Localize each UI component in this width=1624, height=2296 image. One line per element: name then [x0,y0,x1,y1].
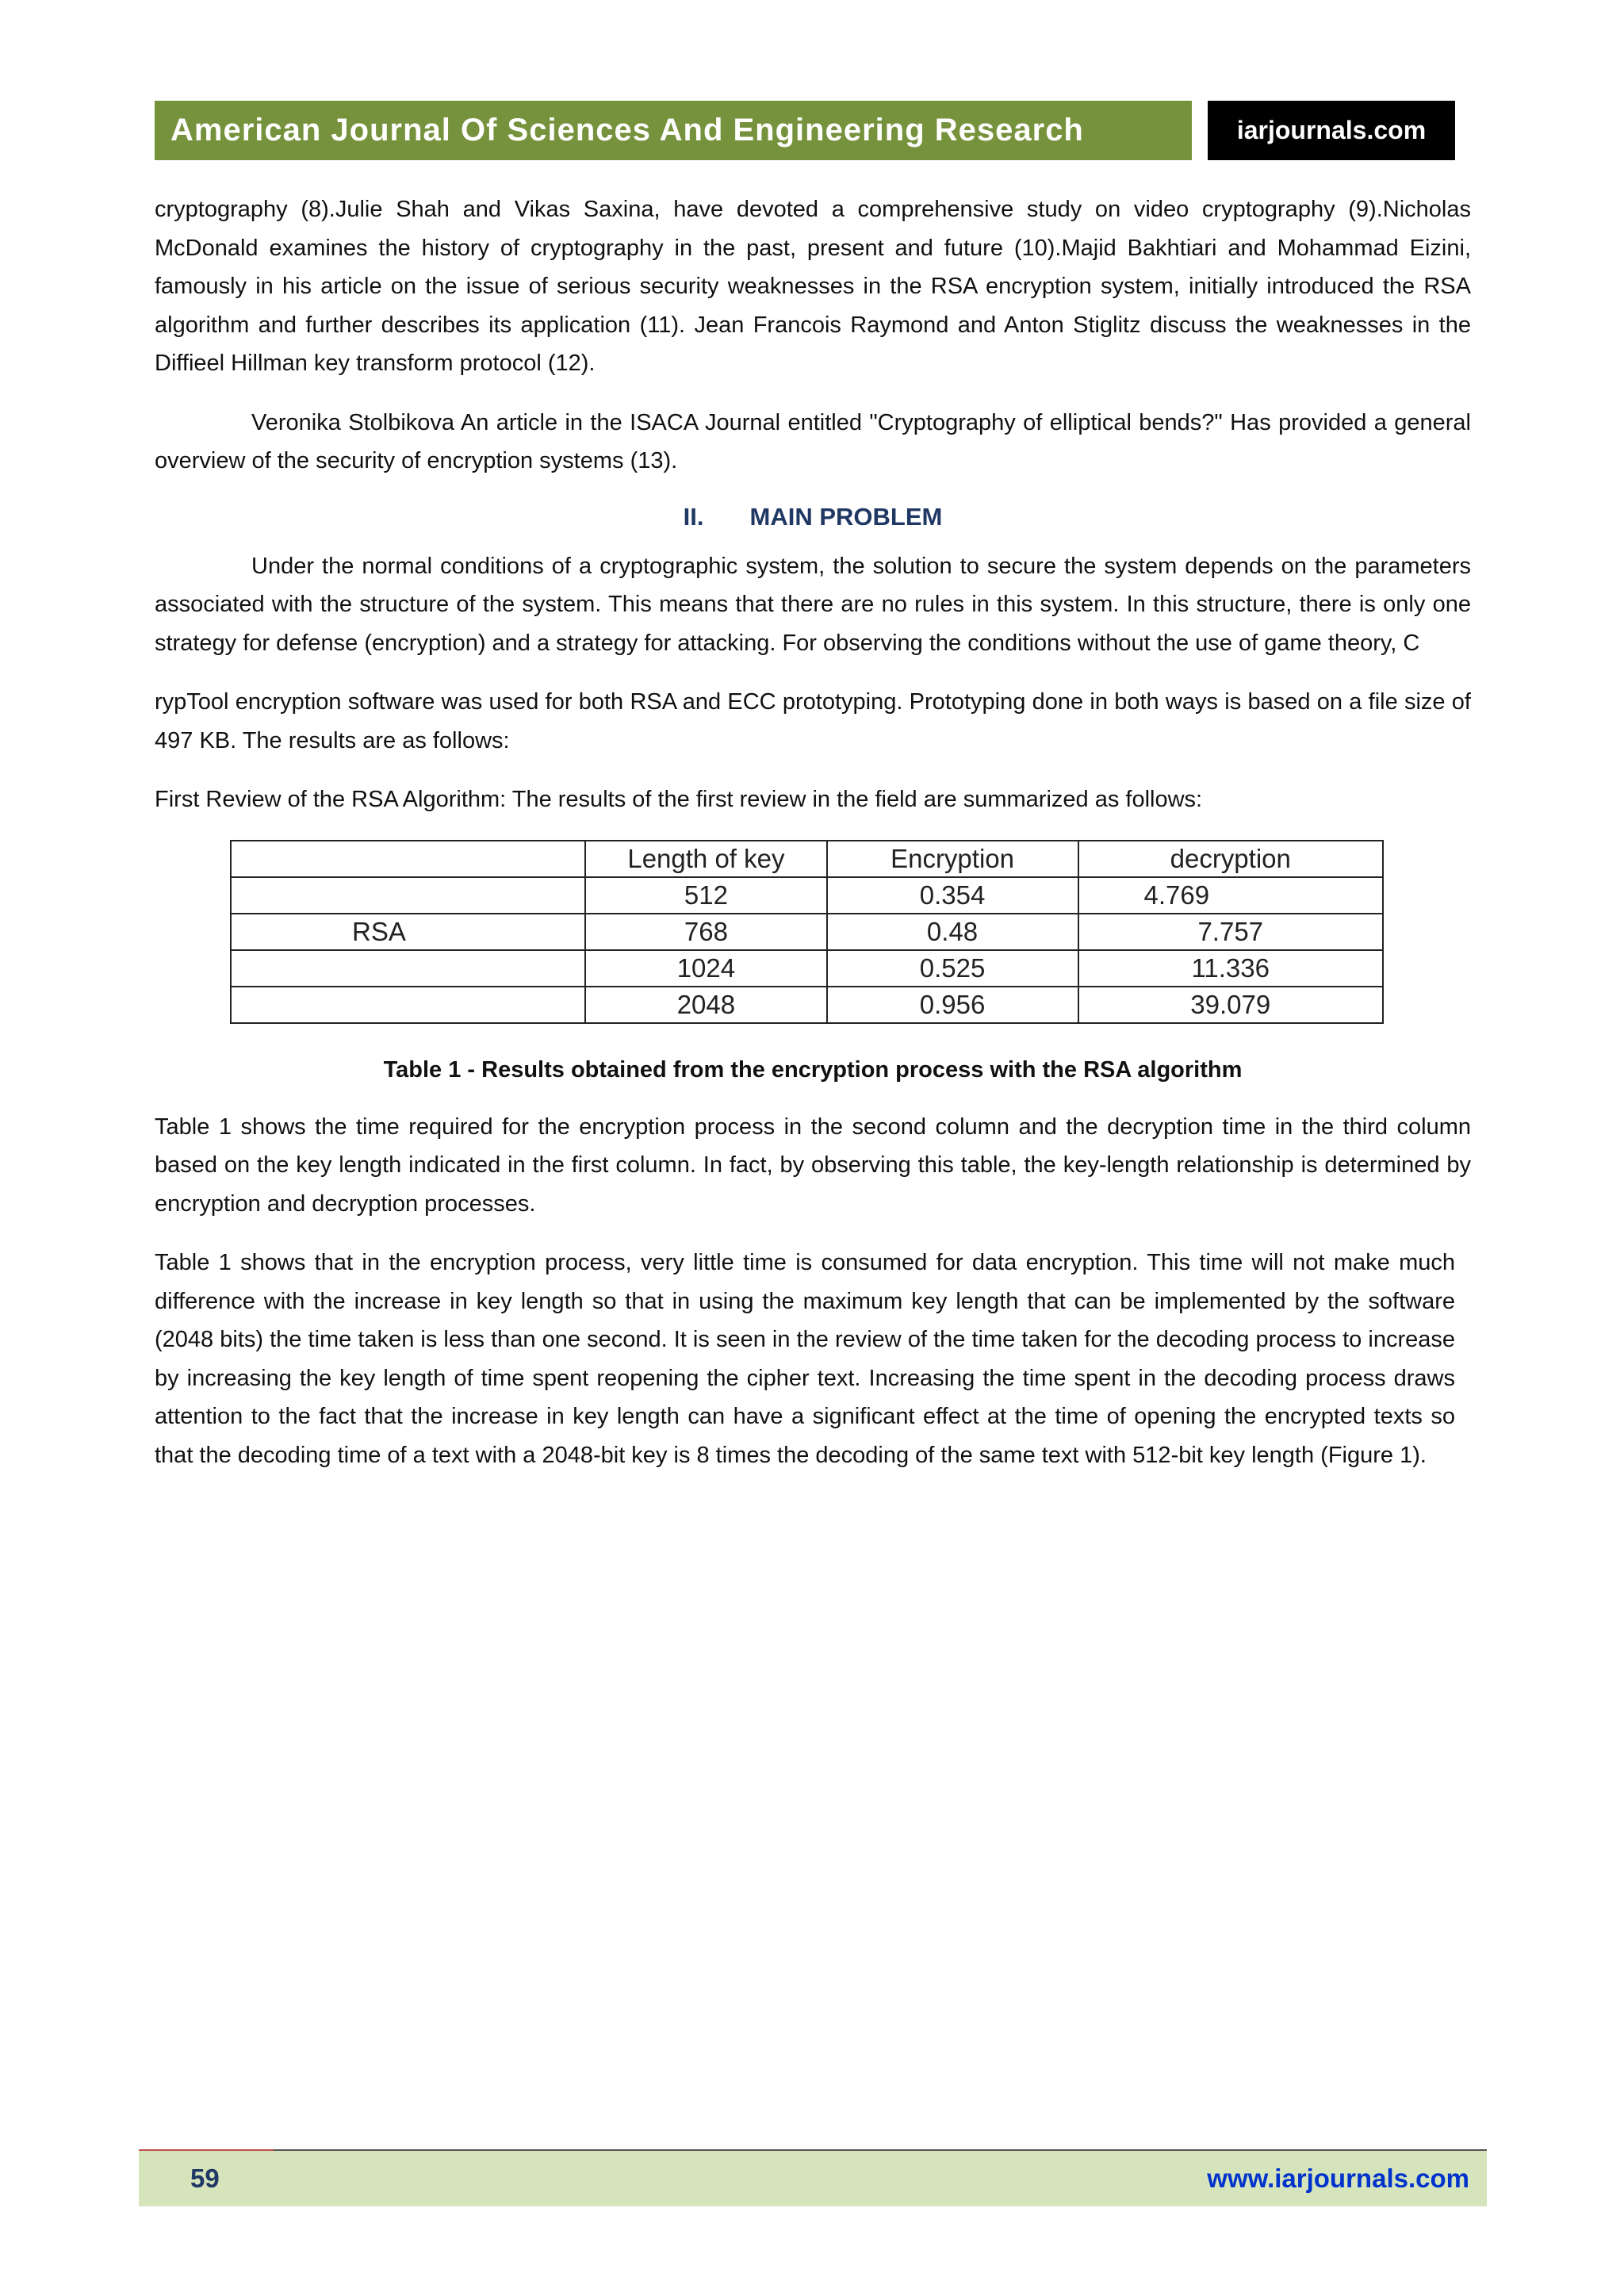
paragraph-first-review: First Review of the RSA Algorithm: The results of the first review in the field are summarized as follows: [155,787,1203,812]
table-row [231,950,1383,987]
footer-accent-line [139,2149,274,2151]
section-number: II. [683,502,704,531]
paragraph-main-problem: Under the normal conditions of a cryptographic system, the solution to secure the system depends on the parameters associated with the structure of the system. This means that there are no rules in this system. In this structure, there is only one strategy for defense (encryption) and a strategy for attacking. For observing the conditions without the use of game theory, C [155,553,1471,656]
paragraph-table-analysis: Table 1 shows that in the encryption process, very little time is consumed for data encryption. This time will not make much difference with the increase in key length so that in using the maximum key length that can be implemented by the software (2048 bits) the time taken is less than one second. It is seen in the review of the time taken for the decoding process to increase by increasing the key length of time spent reopening the cipher text. Increasing the time spent in the decoding process draws attention to the fact that the increase in key length can have a significant effect at the time of opening the encrypted texts so that the decoding time of a text with a 2048-bit key is 8 times the decoding of the same text with 512-bit key length (Figure 1). [155,1250,1455,1468]
table-row [231,914,1383,950]
table-row [231,877,1383,914]
table-cell-encryption: 0.48 [827,914,1078,950]
table-cell-algorithm: RSA [231,914,585,950]
table-row [231,987,1383,1023]
page-number: 59 [190,2164,220,2193]
paragraph-table-explanation: Table 1 shows the time required for the encryption process in the second column and the decryption time in the third column based on the key length indicated in the first column. In fact, by observing this table, the key-length relationship is determined by encryption and decryption processes. [155,1114,1471,1217]
table-cell-decryption: 11.336 [1078,950,1384,987]
table-cell-encryption: 0.525 [827,950,1078,987]
table-cell-decryption: 7.757 [1078,914,1384,950]
table-header-cell [231,841,585,877]
table-header-cell: decryption [1078,841,1384,877]
table-cell-empty [231,950,585,987]
journal-header [155,101,1455,160]
table-cell-key: 2048 [585,987,826,1023]
table-header-row [231,841,1383,877]
paragraph-references: cryptography (8).Julie Shah and Vikas Saxina, have devoted a comprehensive study on video cryptography (9).Nicholas McDonald examines the history of cryptography in the past, present and future (10).Majid Bakhtiari and Mohammad Eizini, famously in his article on the issue of serious security weaknesses in the RSA encryption system, initially introduced the RSA algorithm and further describes its application (11). Jean Francois Raymond and Anton Stiglitz discuss the weaknesses in the Diffieel Hillman key transform protocol (12). [155,197,1471,376]
table-header-cell: Length of key [585,841,826,877]
table-cell-key: 768 [585,914,826,950]
table-caption: Table 1 - Results obtained from the encryption process with the RSA algorithm [383,1056,1243,1083]
table-cell-encryption: 0.956 [827,987,1078,1023]
article-body [155,190,1471,1474]
table-cell-empty [231,877,585,914]
table-cell-decryption: 4.769 [1078,877,1384,914]
table-header-cell: Encryption [827,841,1078,877]
paragraph-stolbikova: Veronika Stolbikova An article in the ISACA Journal entitled "Cryptography of elliptical bends?" Has provided a general overview of the security of encryption systems (13). [155,409,1471,473]
rsa-results-table [230,840,1384,1024]
table-cell-encryption: 0.354 [827,877,1078,914]
section-title: MAIN PROBLEM [749,502,943,531]
results-table-wrapper [230,840,1471,1024]
page-footer [139,2149,1487,2206]
section-heading [155,498,1471,536]
table-cell-key: 512 [585,877,826,914]
table-cell-decryption: 39.079 [1078,987,1384,1023]
table-cell-empty [231,987,585,1023]
header-site-link[interactable]: iarjournals.com [1208,101,1455,160]
footer-site-link[interactable]: www.iarjournals.com [1207,2164,1469,2193]
table-cell-key: 1024 [585,950,826,987]
journal-title: American Journal Of Sciences And Engineering Research [155,101,1192,160]
paragraph-cryptool: rypTool encryption software was used for both RSA and ECC prototyping. Prototyping done in both ways is based on a file size of 497 KB. The results are as follows: [155,689,1471,753]
